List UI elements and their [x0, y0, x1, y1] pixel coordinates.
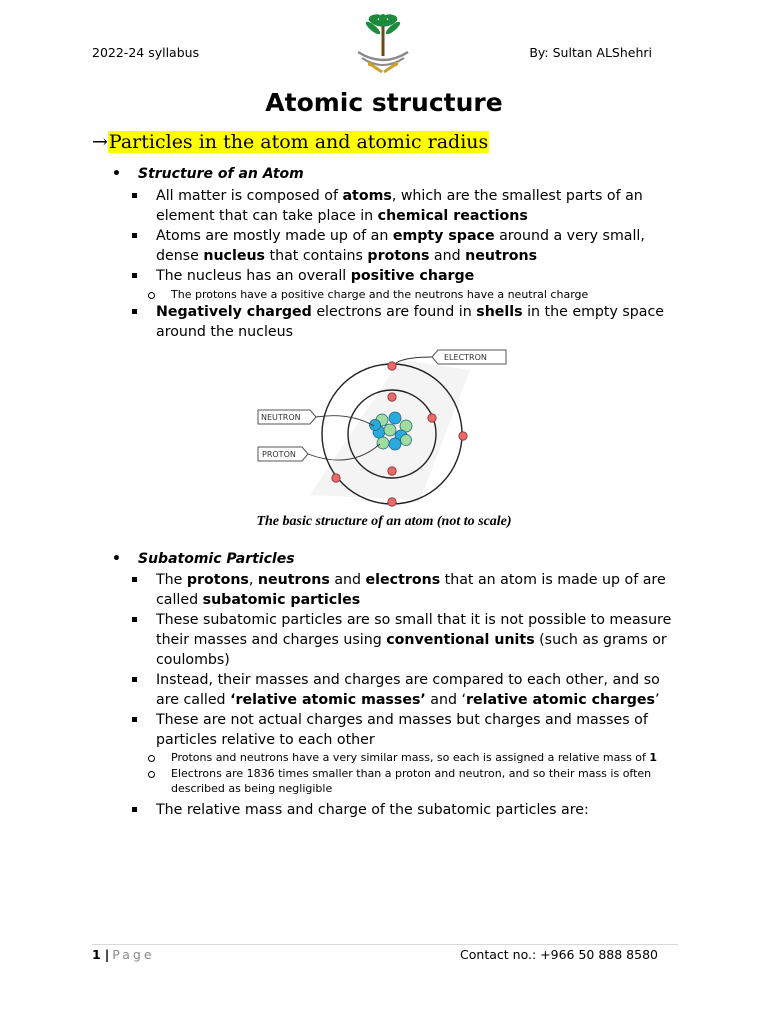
sub-list-item: Protons and neutrons have a very similar mass, so each is assigned a relative mass of 1	[148, 751, 688, 766]
sub-list-item: The protons have a positive charge and the neutrons have a neutral charge	[148, 288, 688, 303]
list-item: These subatomic particles are so small that it is not possible to measure their masses and charges using conventional units (such as grams or coulombs)	[132, 610, 672, 670]
sub-list-item: Electrons are 1836 times smaller than a proton and neutron, and so their mass is often described as being negligible	[148, 767, 688, 796]
page-number: 1 | Page	[92, 947, 155, 962]
electron-label: ELECTRON	[444, 353, 487, 362]
list-item: Atoms are mostly made up of an empty space around a very small, dense nucleus that contains protons and neutrons	[132, 226, 672, 266]
section-heading-text: Particles in the atom and atomic radius	[108, 131, 489, 153]
arrow-icon: →	[92, 131, 108, 153]
subatomic-heading: • Subatomic Particles	[112, 551, 295, 567]
list-item: These are not actual charges and masses but charges and masses of particles relative to each other	[132, 710, 672, 750]
list-item: The relative mass and charge of the subatomic particles are:	[132, 800, 672, 820]
list-item: All matter is composed of atoms, which are the smallest parts of an element that can take place in chemical reactions	[132, 186, 672, 226]
saudi-emblem-icon	[352, 12, 414, 80]
list-item: Negatively charged electrons are found in shells in the empty space around the nucleus	[132, 302, 672, 342]
footer-divider	[92, 944, 678, 945]
proton-label: PROTON	[262, 450, 296, 459]
header-author: By: Sultan ALShehri	[529, 45, 652, 60]
diagram-caption: The basic structure of an atom (not to scale)	[256, 514, 512, 529]
atom-diagram	[240, 340, 540, 515]
list-item: The nucleus has an overall positive charge	[132, 266, 672, 286]
neutron-label: NEUTRON	[261, 413, 301, 422]
list-item: Instead, their masses and charges are compared to each other, and so are called ‘relative atomic masses’ and ‘relative atomic charges’	[132, 670, 672, 710]
header-syllabus: 2022-24 syllabus	[92, 45, 200, 60]
contact-info: Contact no.: +966 50 888 8580	[460, 947, 658, 962]
section-heading	[92, 131, 489, 153]
page-title: Atomic structure	[265, 88, 503, 117]
list-item: The protons, neutrons and electrons that an atom is made up of are called subatomic particles	[132, 570, 672, 610]
structure-heading: • Structure of an Atom	[112, 166, 304, 182]
